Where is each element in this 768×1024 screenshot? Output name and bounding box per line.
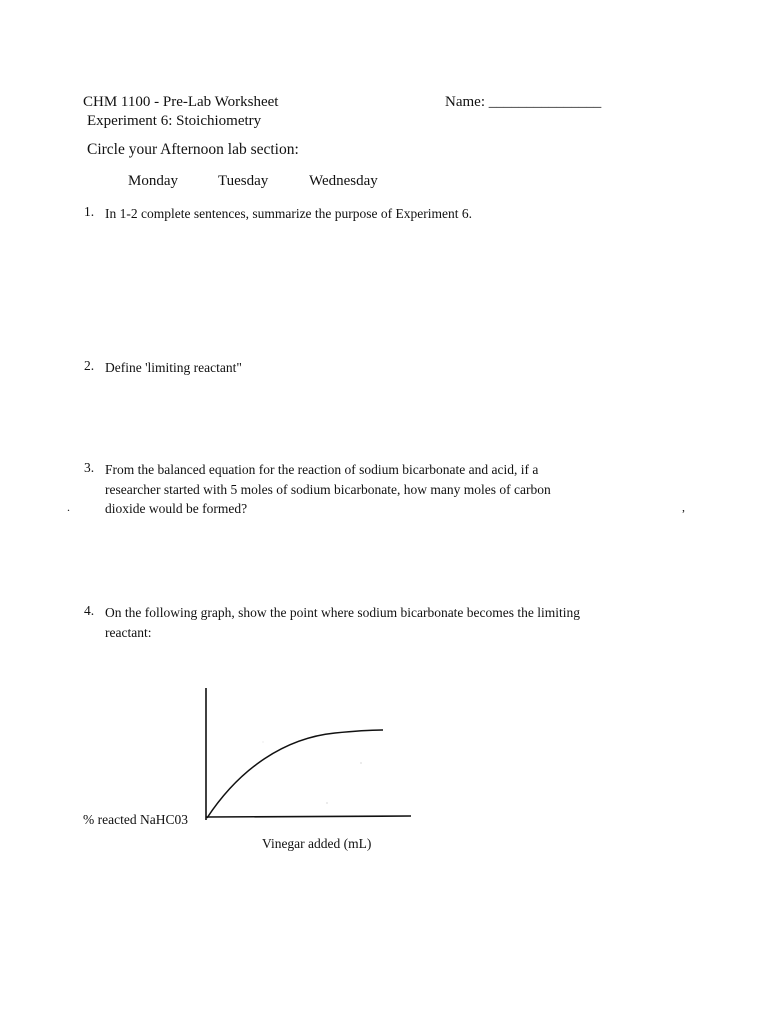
question-2-number: 2.: [84, 358, 95, 373]
course-title: CHM 1100 - Pre-Lab Worksheet: [83, 94, 279, 110]
reaction-graph: [195, 680, 420, 825]
graph-x-axis: [206, 816, 411, 817]
section-prompt: Circle your Afternoon lab section:: [87, 141, 299, 158]
question-4-text: [105, 603, 725, 642]
question-4-number: 4.: [84, 603, 95, 618]
graph-curve: [207, 730, 383, 818]
scan-speck: [263, 742, 264, 743]
day-option-wednesday: Wednesday: [309, 173, 378, 189]
question-3-line-2: researcher started with 5 moles of sodium bicarbonate, how many moles of carbon: [105, 481, 551, 497]
margin-mark-left: .: [67, 500, 70, 514]
day-option-monday: Monday: [128, 173, 178, 189]
question-2-text: Define 'limiting reactant": [105, 360, 242, 375]
question-1-number: 1.: [84, 204, 95, 219]
graph-x-label: Vinegar added (mL): [262, 836, 372, 851]
question-3-line-3: dioxide would be formed?: [105, 501, 248, 516]
question-4-line-2: reactant:: [105, 624, 152, 640]
day-option-tuesday: Tuesday: [218, 173, 269, 189]
margin-mark-right: ,: [682, 500, 685, 514]
graph-y-label: % reacted NaHC03: [83, 812, 188, 827]
question-3-text: [105, 460, 705, 519]
experiment-title: Experiment 6: Stoichiometry: [87, 113, 262, 129]
question-4-line-1: On the following graph, show the point where sodium bicarbonate becomes the limiting: [105, 605, 581, 620]
name-field-label: Name: _______________: [445, 94, 602, 110]
question-3-line-1: From the balanced equation for the reaction of sodium bicarbonate and acid, if a: [105, 462, 539, 477]
question-3-number: 3.: [84, 460, 95, 475]
question-1-text: In 1-2 complete sentences, summarize the purpose of Experiment 6.: [105, 206, 473, 221]
scan-speck: [326, 802, 327, 803]
scan-speck: [360, 762, 361, 763]
